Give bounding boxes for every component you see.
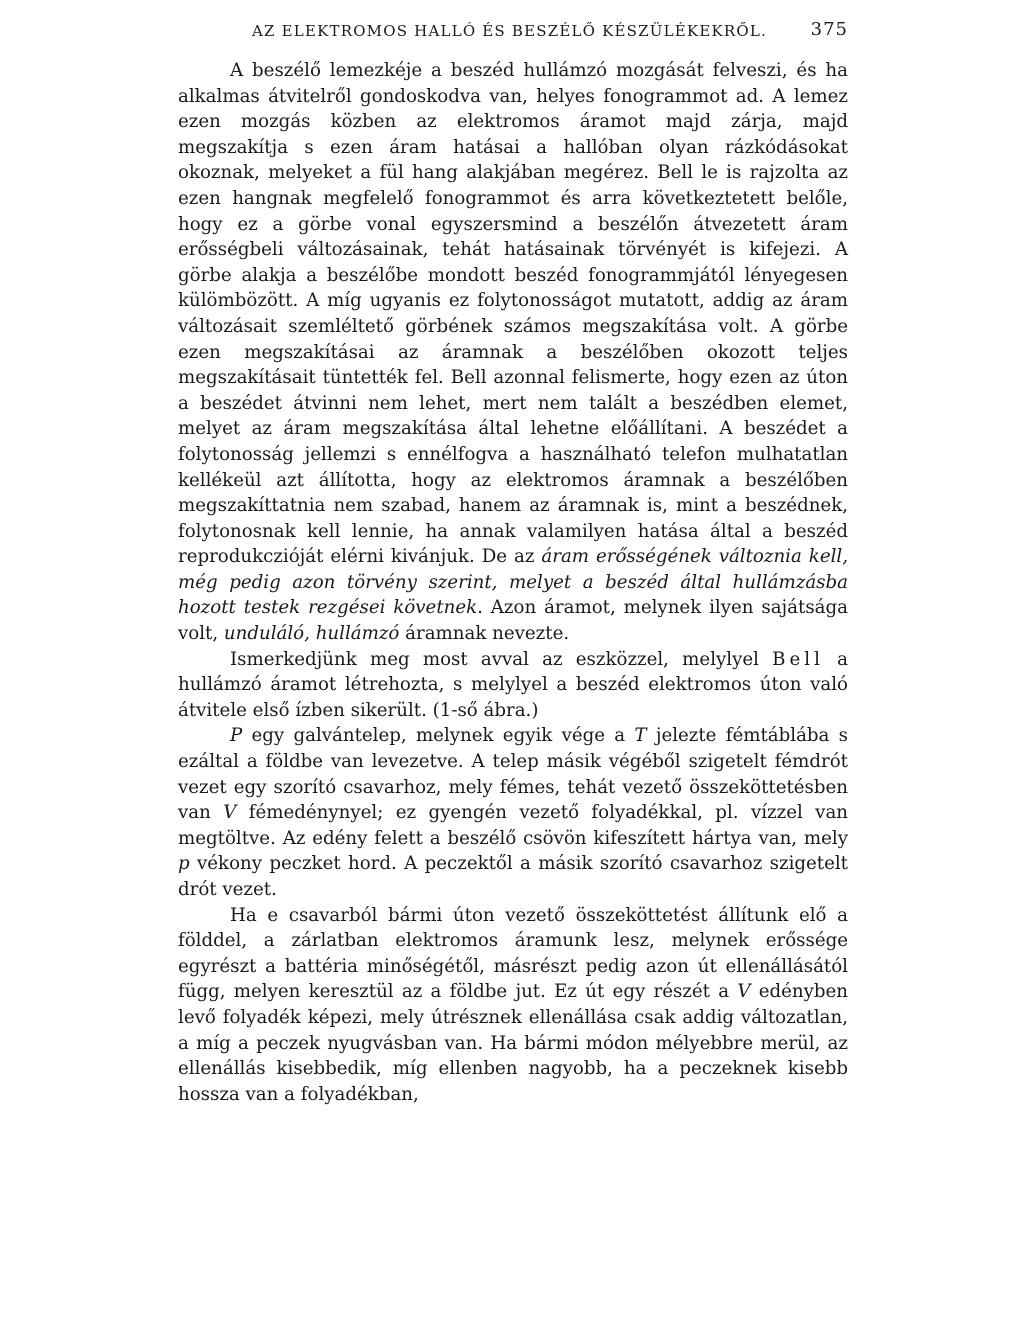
text-run: Ismerkedjünk meg most avval az eszközzel, melylyel (230, 648, 773, 670)
text-run: Ha e csavarból bármi úton vezető összeköttetést állítunk elő a földdel, a zárlatban elektromos áramunk lesz, melynek erőssége egyrészt a battéria minőségétől, másrészt pedig azon út ellenállásától függ, melyen keresztül az a földbe jut. Ez út egy részét a (178, 904, 848, 1003)
italic-text: unduláló, hullámzó (223, 623, 400, 645)
italic-text: V (223, 802, 237, 824)
paragraph (178, 58, 848, 647)
text-run: vékony peczket hord. A peczektől a másik szorító csavarhoz szigetelt drót vezet. (178, 853, 848, 900)
italic-text: áram erősségének változnia kell, még pedig azon törvény szerint, melyet a beszéd által hullámzásba hozott testek rezgései követnek (178, 546, 848, 619)
text-run: a hullámzó áramot létrehozta, s melylyel a beszéd elektromos úton való átvitele első ízben sikerült. (1-ső ábra.) (178, 648, 848, 721)
paragraph (178, 647, 848, 724)
running-title: AZ ELEKTROMOS HALLÓ ÉS BESZÉLŐ KÉSZÜLÉKEKRŐL. (252, 22, 768, 40)
text-run: egy galvántelep, melynek egyik vége a (242, 725, 635, 747)
text-run: fémedénynyel; ez gyengén vezető folyadékkal, pl. vízzel van megtöltve. Az edény felett a beszélő csövön kifeszített hártya van, mely (178, 802, 848, 849)
italic-text: p (178, 853, 190, 875)
italic-text: P (230, 725, 243, 747)
text-run: áramnak nevezte. (399, 623, 570, 645)
page-number: 375 (810, 19, 848, 40)
running-header (178, 18, 848, 48)
body-text (178, 58, 848, 1107)
book-page (178, 18, 848, 1107)
italic-text: T (634, 725, 647, 747)
paragraph (178, 723, 848, 902)
italic-text: V (737, 981, 751, 1003)
text-run: jelezte fémtáblába s ezáltal a földbe van levezetve. A telep másik végéből szigetelt fémdrót vezet egy szorító csavarhoz, mely fémes, tehát vezető összeköttetésben van (178, 725, 848, 824)
text-run: A beszélő lemezkéje a beszéd hullámzó mozgását felveszi, és ha alkalmas átvitelről gondoskodva van, helyes fonogrammot ad. A lemez ezen mozgás közben az elektromos áramot majd zárja, majd megszakítja s ezen áram hatásai a hallóban olyan rázkódásokat okoznak, melyeket a fül hang alakjában megérez. Bell le is rajzolta az ezen hangnak megfelelő fonogrammot és arra következtetett belőle, hogy ez a görbe vonal egyszersmind a beszélőn átvezetett áram erősségbeli változásainak, tehát hatásainak törvényét is kifejezi. A görbe alakja a beszélőbe mondott beszéd fonogrammjától lényegesen külömbözött. A míg ugyanis ez folytonosságot mutatott, addig az áram változásait szemléltető görbének számos megszakítása volt. A görbe ezen megszakításai az áramnak a beszélőben okozott teljes megszakításait tüntették fel. Bell azonnal felismerte, hogy ezen az úton a beszédet átvinni nem lehet, mert nem talált a beszédben elemet, melyet az áram megszakítása által lehetne előállítani. A beszédet a folytonosság jellemzi s ennélfogva a használható telefon mulhatatlan kellékeül azt állította, hogy az elektromos áramnak a beszélőben megszakíttatnia nem szabad, hanem az áramnak is, mint a beszédnek, folytonosnak kell lennie, ha annak valamilyen hatása által a beszéd reprodukczióját elérni kivánjuk. De az (178, 60, 848, 568)
text-run: edényben levő folyadék képezi, mely útrésznek ellenállása csak addig változatlan, a míg a peczek nyugvásban van. Ha bármi módon mélyebbre merül, az ellenállás kisebbedik, míg ellenben nagyobb, ha a peczeknek kisebb hossza van a folyadékban, (178, 981, 848, 1105)
paragraph (178, 903, 848, 1108)
spaced-name: Bell (772, 648, 824, 670)
text-run: . Azon áramot, melynek ilyen sajátsága volt, (178, 597, 848, 645)
